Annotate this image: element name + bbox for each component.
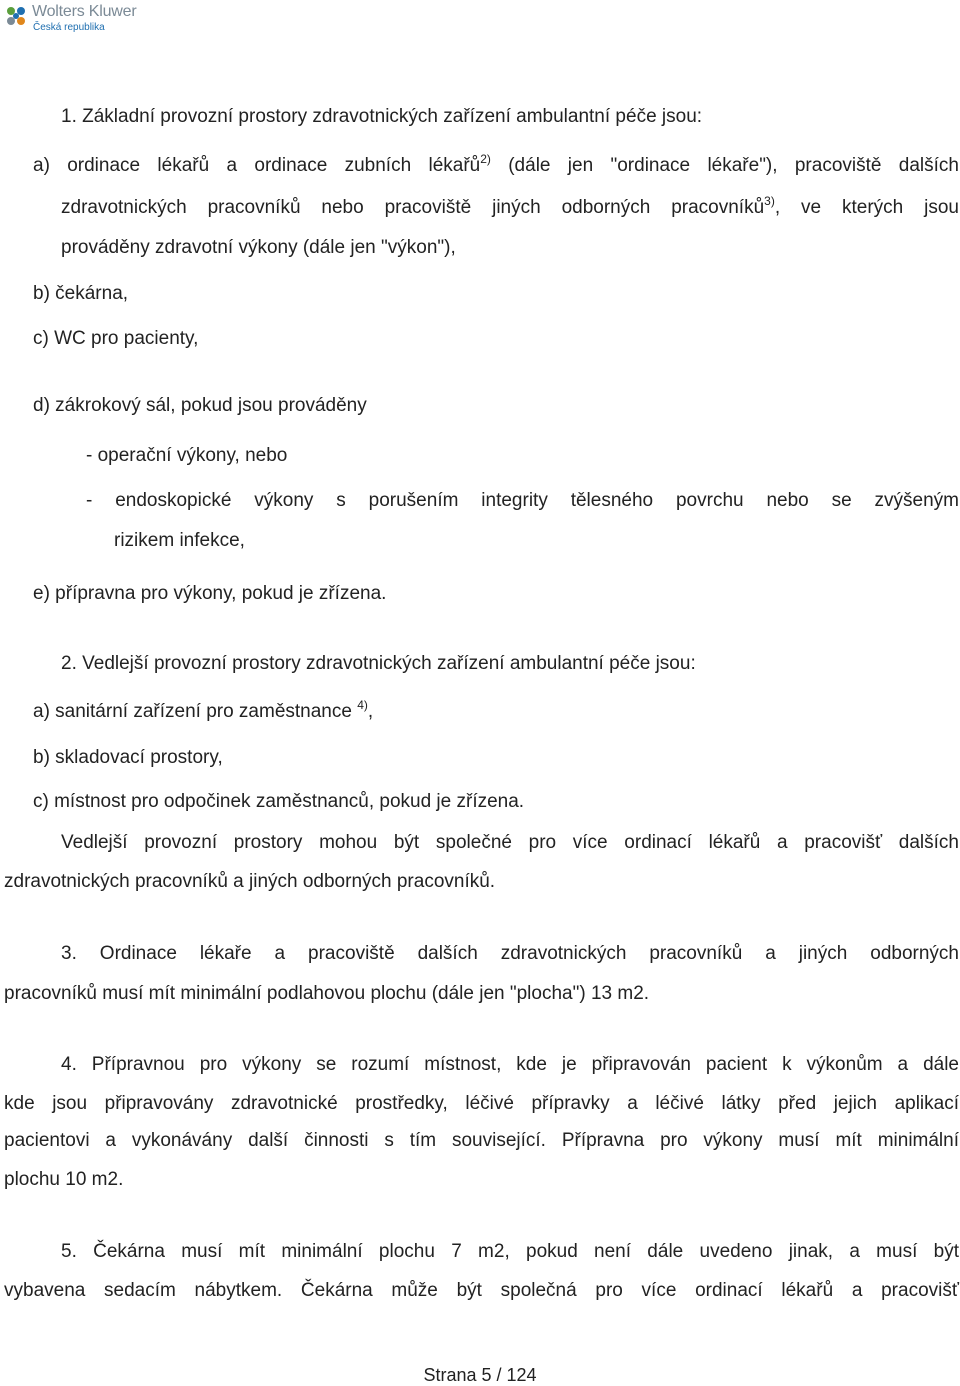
wolters-kluwer-logo [0,0,160,40]
section-2-note-text: Vedlejší provozní prostory mohou být společné pro více ordinací lékařů a pracovišť dalších [61,832,959,853]
footnote-ref-2[interactable]: 2) [480,152,491,166]
section-4-line-2 [4,1092,959,1116]
section-5-text-2: vybavena sedacím nábytkem. Čekárna může být společná pro více ordinací lékařů a pracovišť [4,1280,959,1301]
section-1-item-a-line-3: prováděny zdravotní výkony (dále jen "výkon"), [61,237,456,258]
item-a-text-2: (dále jen "ordinace lékaře"), pracoviště dalších [490,155,959,176]
section-1-item-e: e) přípravna pro výkony, pokud je zřízena. [33,583,387,604]
section-4-line-4: plochu 10 m2. [4,1169,124,1190]
section-2-note-line-1 [61,831,959,855]
section-2-item-b: b) skladovací prostory, [33,747,223,768]
section-1-item-b: b) čekárna, [33,283,129,304]
section-2-note-line-2: zdravotnických pracovníků a jiných odborných pracovníků. [4,871,496,892]
section-1-item-d-sub-1: - operační výkony, nebo [86,445,288,466]
section-2-heading: 2. Vedlejší provozní prostory zdravotnických zařízení ambulantní péče jsou: [61,653,696,674]
item-d-sub-2-text: - endoskopické výkony s porušením integrity tělesného povrchu nebo se zvýšeným [86,490,959,511]
section-5-line-2 [4,1279,959,1303]
page-number: Strana 5 / 124 [423,1365,537,1385]
section-4-line-3 [4,1129,959,1153]
section-4-line-1 [61,1053,959,1077]
logo-subtitle: Česká republika [33,22,105,33]
section-1-item-d: d) zákrokový sál, pokud jsou prováděny [33,395,367,416]
logo-mark-icon [3,3,29,29]
item-a-text-3: zdravotnických pracovníků nebo pracoviště jiných odborných pracovníků [61,197,765,218]
section-3-line-1 [61,942,959,966]
footnote-ref-4[interactable]: 4) [357,698,368,712]
section-4-text-1: 4. Přípravnou pro výkony se rozumí místnost, kde je připravován pacient k výkonům a dále [61,1054,959,1075]
section-1-item-a-line-2 [61,196,959,220]
section-1-item-d-sub-2-line-1 [86,489,959,513]
section-1-item-d-sub-2-line-2: rizikem infekce, [114,530,245,551]
section-5-line-1 [61,1240,959,1264]
section-3-line-2: pracovníků musí mít minimální podlahovou plochu (dále jen "plocha") 13 m2. [4,983,650,1004]
section-2-item-a [33,700,373,724]
section-1-heading: 1. Základní provozní prostory zdravotnických zařízení ambulantní péče jsou: [61,106,703,127]
logo-name: Wolters Kluwer [32,3,137,20]
section-5-text-1: 5. Čekárna musí mít minimální plochu 7 m2, pokud není dále uvedeno jinak, a musí být [61,1241,959,1262]
item-a-text-1: a) ordinace lékařů a ordinace zubních lékařů [33,155,481,176]
section-1-item-a-line-1 [33,154,959,178]
section-1-item-c: c) WC pro pacienty, [33,328,199,349]
footnote-ref-3[interactable]: 3) [764,194,775,208]
section-2-item-c: c) místnost pro odpočinek zaměstnanců, pokud je zřízena. [33,791,525,812]
section-4-text-2: kde jsou připravovány zdravotnické prostředky, léčivé přípravky a léčivé látky před jejich aplikací [4,1093,959,1114]
section-2-item-a-text: a) sanitární zařízení pro zaměstnance [33,701,352,722]
section-4-text-3: pacientovi a vykonávány další činnosti s tím související. Přípravna pro výkony musí mít minimální [4,1130,959,1151]
section-2-item-a-comma: , [367,701,374,722]
item-a-text-4: , ve kterých jsou [774,197,959,218]
section-3-text-1: 3. Ordinace lékaře a pracoviště dalších zdravotnických pracovníků a jiných odborných [61,943,959,964]
